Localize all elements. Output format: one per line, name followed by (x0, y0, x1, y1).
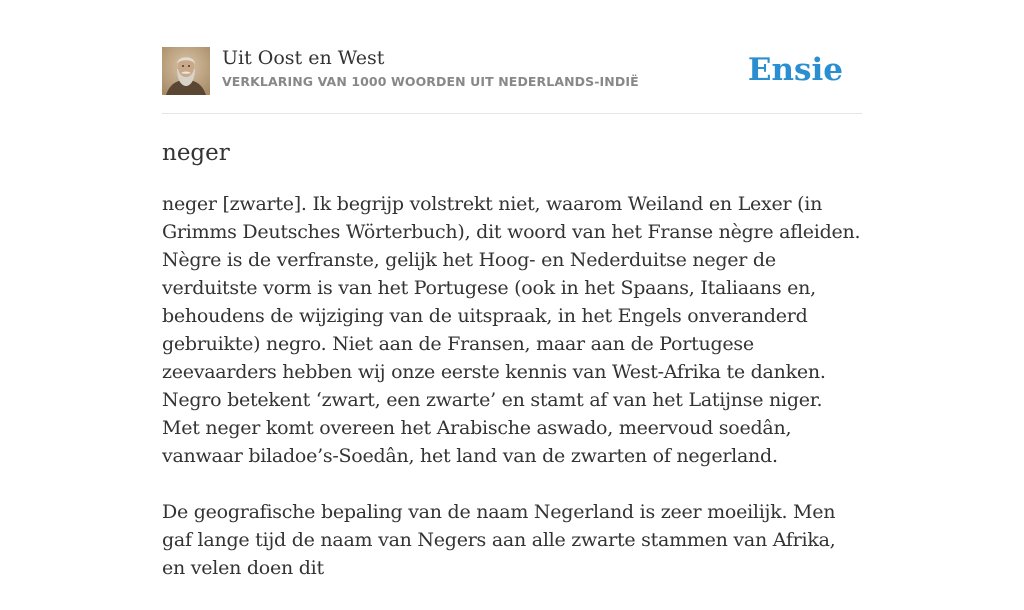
entry-title: neger (162, 140, 230, 166)
source-header (162, 46, 862, 98)
entry-paragraph: De geografische bepaling van de naam Negerland is zeer moeilijk. Men gaf lange tijd de naam van Negers aan alle zwarte stammen van Afrika, en velen doen dit (162, 501, 836, 579)
entry-paragraph: neger [zwarte]. Ik begrijp volstrekt niet, waarom Weiland en Lexer (in Grimms Deutsches Wörterbuch), dit woord van het Franse nègre afleiden. Nègre is de verfranste, gelijk het Hoog- en Nederduitse neger de verduitste vorm is van het Portugese (ook in het Spaans, Italiaans en, behoudens de wijziging van de uitspraak, in het Engels onveranderd gebruikte) negro. Niet aan de Fransen, maar aan de Portugese zeevaarders hebben wij onze eerste kennis van West-Afrika te danken. Negro betekent ‘zwart, een zwarte’ en stamt af van het Latijnse niger. Met neger komt overeen het Arabische aswado, meervoud soedân, vanwaar biladoe’s-Soedân, het land van de zwarten of negerland. (162, 193, 861, 467)
header-divider (162, 113, 862, 114)
source-title[interactable]: Uit Oost en West (222, 47, 385, 69)
author-portrait-icon[interactable] (162, 47, 210, 95)
brand-logo[interactable]: Ensie (747, 52, 843, 88)
entry-body (162, 190, 862, 610)
source-subtitle: VERKLARING VAN 1000 WOORDEN UIT NEDERLANDS-INDIË (222, 74, 639, 89)
